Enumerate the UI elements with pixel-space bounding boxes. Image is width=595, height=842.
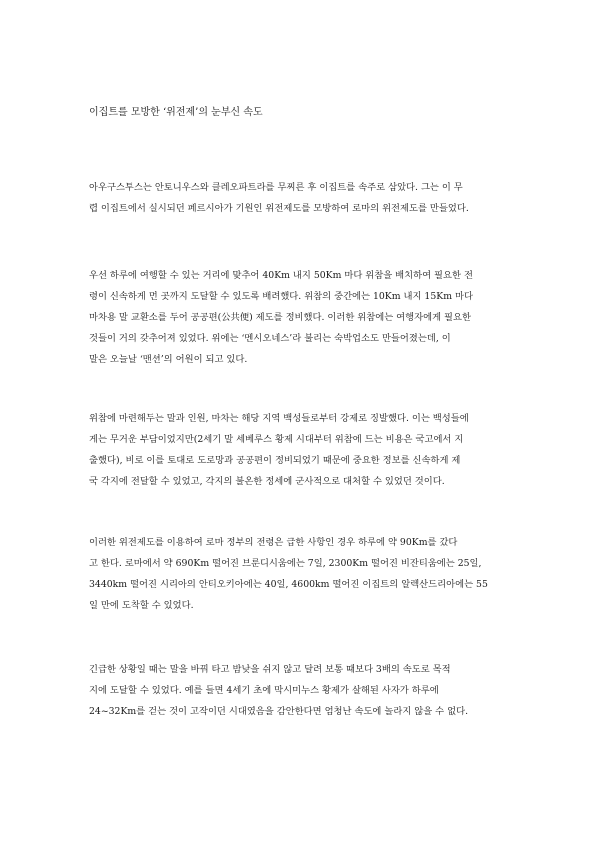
paragraph-line: 렵 이집트에서 실시되던 페르시아가 기원인 위전제도를 모방하여 로마의 위전제도를 만들었다. (89, 203, 469, 214)
paragraph-line: 말은 오늘날 ‘맨션’의 어원이 되고 있다. (89, 354, 248, 365)
paragraph-line: 24~32Km를 걷는 것이 고작이던 시대였음을 감안한다면 엄청난 속도에 놀라지 않을 수 없다. (89, 706, 469, 717)
paragraph-line: 출했다), 비로 이를 토대로 도로망과 공공편이 정비되었기 때문에 중요한 정보를 신속하게 제 (89, 455, 461, 466)
paragraph-line: 게는 무거운 부담이었지만(2세기 말 세베루스 황제 시대부터 위참에 드는 비용은 국고에서 지 (89, 434, 464, 445)
paragraph-line: 3440km 떨어진 시리아의 안티오키아에는 40일, 4600km 떨어진 이집트의 알렉산드리아에는 55 (89, 579, 488, 590)
paragraph-4 (89, 532, 509, 616)
paragraph-line: 마차용 말 교환소를 두어 공공편(公共便) 제도를 정비했다. 이러한 위참에는 여행자에게 필요한 (89, 312, 471, 323)
paragraph-3 (89, 408, 509, 492)
paragraph-line: 것들이 거의 갖추어져 있었다. 위에는 ‘멘시오네스’라 불리는 숙박업소도 만들어졌는데, 이 (89, 333, 451, 344)
paragraph-line: 우선 하루에 여행할 수 있는 거리에 맞추어 40Km 내지 50Km 마다 위참을 배치하여 필요한 전 (89, 270, 473, 281)
paragraph-2 (89, 265, 509, 370)
paragraph-1 (89, 177, 509, 219)
paragraph-line: 일 만에 도착할 수 있었다. (89, 600, 194, 611)
paragraph-5 (89, 659, 509, 722)
document-title: 이집트를 모방한 ‘위전제’의 눈부신 속도 (89, 107, 263, 118)
paragraph-line: 위참에 마련해두는 말과 인원, 마차는 해당 지역 백성들로부터 강제로 징발했다. 이는 백성들에 (89, 413, 469, 424)
paragraph-line: 이러한 위전제도를 이용하여 로마 정부의 전령은 급한 사항인 경우 하루에 약 90Km를 갔다 (89, 537, 458, 548)
paragraph-line: 령이 신속하게 먼 곳까지 도달할 수 있도록 배려했다. 위참의 중간에는 10Km 내지 15Km 마다 (89, 291, 473, 302)
paragraph-line: 고 한다. 로마에서 약 690Km 떨어진 브룬디시움에는 7일, 2300Km 떨어진 비잔티움에는 25일, (89, 558, 482, 569)
paragraph-line: 긴급한 상황일 때는 말을 바꿔 타고 밤낮을 쉬지 않고 달려 보통 때보다 3배의 속도로 목적 (89, 664, 451, 675)
paragraph-line: 국 각지에 전달할 수 있었고, 각지의 불온한 정세에 군사적으로 대처할 수 있었던 것이다. (89, 476, 445, 487)
paragraph-line: 아우구스투스는 안토니우스와 클레오파트라를 무찌른 후 이집트를 속주로 삼았다. 그는 이 무 (89, 182, 463, 193)
paragraph-line: 지에 도달할 수 있었다. 예를 들면 4세기 초에 막시미누스 황제가 살해된 사자가 하루에 (89, 685, 439, 696)
